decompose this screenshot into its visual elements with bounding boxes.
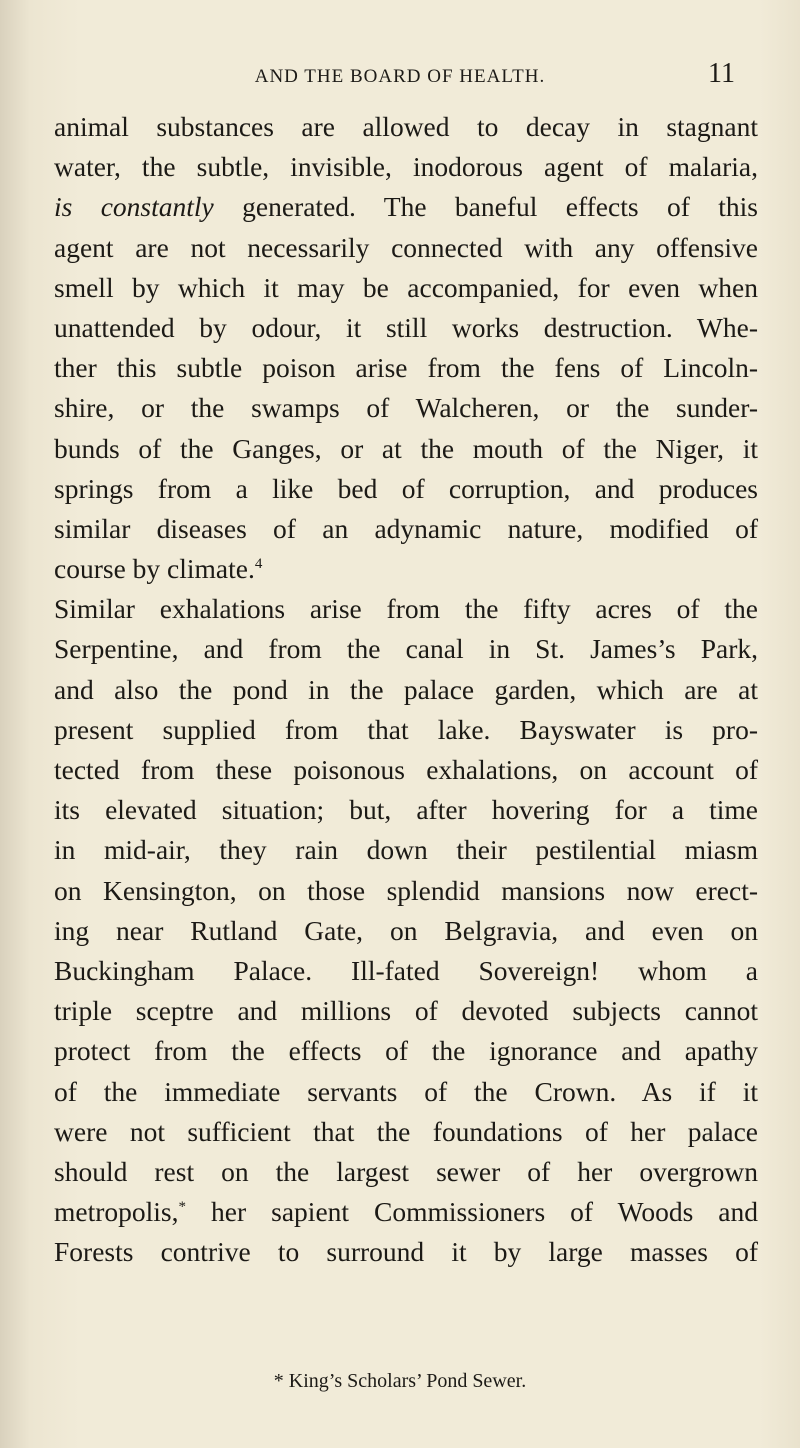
text-line: Buckingham Palace. Ill-fated Sovereign! whom a [54, 954, 758, 986]
text-line: its elevated situation; but, after hovering for a time [54, 794, 758, 826]
text-line: were not sufficient that the foundations of her palace [54, 1115, 758, 1147]
text-line: Similar exhalations arise from the fifty acres of the [54, 593, 758, 625]
text-line: of the immediate servants of the Crown. As if it [54, 1075, 758, 1107]
text-line: agent are not necessarily connected with any offensive [54, 231, 758, 263]
text-line: ther this subtle poison arise from the fens of Lincoln- [54, 352, 758, 384]
text-line: ing near Rutland Gate, on Belgravia, and even on [54, 914, 758, 946]
footnote-ref: 4 [254, 555, 263, 572]
text-line: present supplied from that lake. Bayswater is pro- [54, 713, 758, 745]
text-line: smell by which it may be accompanied, for even when [54, 271, 758, 303]
footnote-ref: * [178, 1198, 187, 1215]
footnote: * King’s Scholars’ Pond Sewer. [273, 1370, 527, 1392]
text-line: springs from a like bed of corruption, and produces [54, 472, 758, 504]
text-line: animal substances are allowed to decay in stagnant [54, 111, 758, 142]
text-line: bunds of the Ganges, or at the mouth of the Niger, it [54, 432, 758, 464]
text-line: Forests contrive to surround it by large masses of [54, 1236, 758, 1268]
text-line: course by climate.$^4$ [54, 553, 263, 585]
text-line: is constantly generated. The baneful effects of this [54, 191, 758, 223]
text-line: should rest on the largest sewer of her overgrown [54, 1155, 758, 1187]
page-number: 11 [708, 58, 735, 89]
body-text [54, 107, 758, 1272]
text-line: in mid-air, they rain down their pestilential miasm [54, 834, 758, 866]
italic-phrase: is constantly [54, 191, 214, 223]
text-line: protect from the effects of the ignorance and apathy [54, 1035, 758, 1067]
text-line: Serpentine, and from the canal in St. James’s Park, [54, 633, 758, 665]
text-line: similar diseases of an adynamic nature, modified of [54, 512, 758, 544]
running-header: AND THE BOARD OF HEALTH. [254, 66, 546, 87]
text-line: shire, or the swamps of Walcheren, or the sunder- [54, 392, 758, 424]
text-line: unattended by odour, it still works destruction. Whe- [54, 311, 758, 343]
text-line: on Kensington, on those splendid mansions now erect- [54, 874, 758, 906]
text-line: tected from these poisonous exhalations, on account of [54, 754, 758, 785]
text-line: water, the subtle, invisible, inodorous agent of malaria, [54, 151, 758, 183]
text-line: triple sceptre and millions of devoted subjects cannot [54, 995, 758, 1027]
text-line: metropolis,* her sapient Commissioners of Woods and [54, 1196, 758, 1228]
text-line: and also the pond in the palace garden, which are at [54, 673, 758, 705]
